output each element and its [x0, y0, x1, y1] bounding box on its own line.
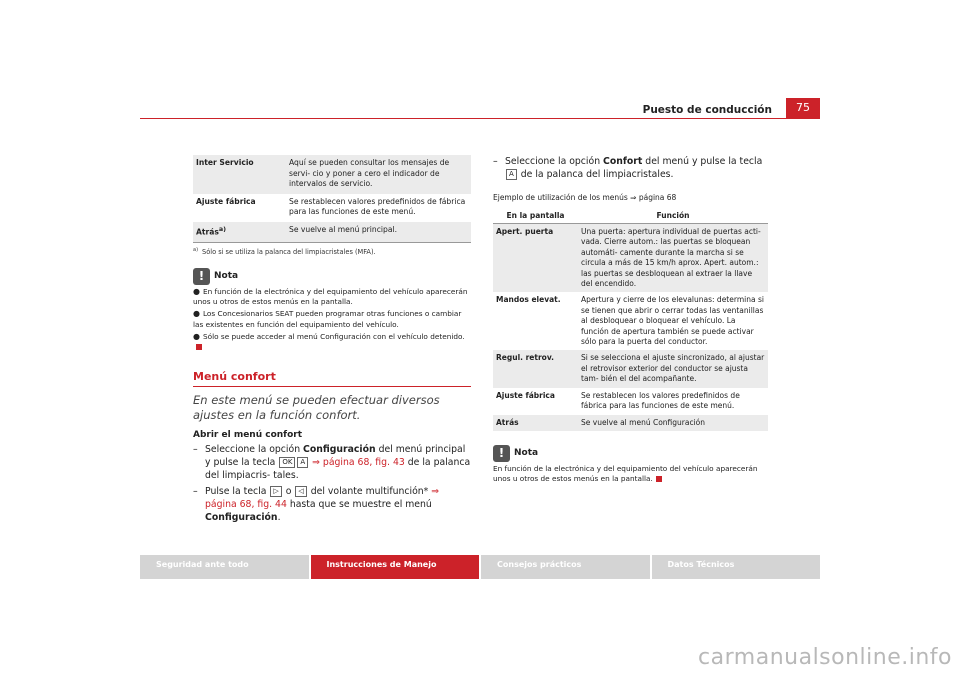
menu-option: Confort [603, 156, 643, 167]
page-link[interactable]: ⇒ página 68, fig. 44 [205, 485, 440, 510]
nota-bullet-text: En función de la electrónica y del equipamiento del vehículo aparecerán unos u otros de estos menús en la pantalla. [193, 286, 468, 307]
section-intro: En este menú se pueden efectuar diversos ajustes en la función confort. [193, 392, 440, 422]
nota-label: Nota [514, 448, 539, 459]
nota-bullet-text: Los Concesionarios SEAT pueden programar otras funciones o cambiar las existentes en función del equipamiento del vehículo. [193, 309, 462, 329]
step-text: hasta que se muestre el menú [286, 498, 432, 510]
step-text: de la palanca del limpiacristales. [517, 169, 674, 180]
step-1 [193, 443, 471, 482]
table-header-row [493, 208, 768, 224]
submenu-table [193, 155, 471, 243]
table-key: Apert. puerta [493, 224, 578, 293]
step-text: de la palanca del limpiacris- tales. [205, 456, 471, 481]
section-rule [193, 386, 471, 387]
table-row [493, 224, 768, 293]
table-value: Se restablecen los valores predefinidos de fábrica para las funciones de este menú. [581, 390, 740, 411]
note-icon: ! [193, 268, 210, 285]
footnote-ref: a) [218, 225, 227, 233]
reference-line: Ejemplo de utilización de los menús ⇒ página 68 [493, 193, 677, 202]
footer-nav [140, 555, 820, 579]
nota-bullet [193, 287, 471, 308]
nota-bullet [193, 309, 471, 330]
table-key: Mandos elevat. [496, 295, 561, 305]
step-text: del menú principal y pulse la tecla [205, 443, 466, 468]
column-header: En la pantalla [493, 208, 578, 224]
table-key [193, 222, 286, 243]
a-key-icon: A [297, 457, 308, 468]
step-text: Pulse la tecla [205, 485, 270, 497]
footnote [193, 247, 471, 256]
table-key: Ajuste fábrica [196, 196, 256, 206]
dash-icon: – [193, 485, 198, 497]
step-text: del volante multifunción* [307, 485, 432, 497]
step-3 [493, 155, 768, 181]
table-value: Aquí se pueden consultar los mensajes de servi- cio y poner a cero el indicador de intervalos de servicio. [286, 155, 471, 194]
step-text: Seleccione la opción [505, 156, 604, 167]
nota-heading [193, 268, 471, 285]
step-text: o [282, 485, 295, 497]
table-row [493, 292, 768, 350]
table-value: Se vuelve al menú Configuración [578, 415, 768, 431]
bullet-icon: ● [193, 286, 200, 296]
confort-table [493, 208, 768, 431]
table-value: Apertura y cierre de los elevalunas: determina si se tienen que abrir o cerrar todas las ventanillas al desbloquear o bloquear el vehículo. La función de apertura también se puede activar sólo para la puerta del conductor. [581, 295, 764, 347]
a-key-icon: A [506, 169, 517, 180]
watermark: carmanualsonline.info [698, 645, 952, 670]
table-row [193, 155, 471, 194]
nota-text [493, 464, 768, 485]
step-2 [193, 485, 471, 524]
column-header: Función [578, 208, 768, 224]
footnote-mark: a) [193, 246, 199, 253]
table-key: Atrás [493, 415, 578, 431]
sub-heading: Abrir el menú confort [193, 429, 303, 440]
table-key: Regul. retrov. [493, 350, 578, 387]
section-title: Menú confort [193, 369, 276, 383]
step-text: del menú y pulse la tecla [642, 156, 763, 167]
footnote-text: Sólo si se utiliza la palanca del limpiacristales (MFA). [202, 247, 376, 256]
nota-bullet [193, 332, 471, 353]
footer-tab-datos[interactable]: Datos Técnicos [652, 555, 821, 579]
page-link[interactable]: ⇒ página 68, fig. 43 [309, 456, 405, 468]
nota-bullet-text: Sólo se puede acceder al menú Configuración con el vehículo detenido. [202, 331, 465, 341]
table-key-text: Atrás [196, 227, 219, 237]
menu-option: Configuración [205, 511, 278, 523]
nota-text-body: En función de la electrónica y del equipamiento del vehículo aparecerán unos u otros de estos menús en la pantalla. [493, 463, 758, 484]
ok-key-icon: OK [279, 457, 295, 468]
footer-tab-seguridad[interactable]: Seguridad ante todo [140, 555, 309, 579]
step-text: Seleccione la opción [205, 443, 304, 455]
left-arrow-key-icon: ◁ [295, 486, 306, 497]
table-row [493, 350, 768, 387]
end-mark-icon [656, 476, 662, 482]
bullet-icon: ● [193, 309, 200, 319]
right-arrow-key-icon: ▷ [270, 486, 281, 497]
right-column [493, 155, 768, 485]
footer-tab-instrucciones[interactable]: Instrucciones de Manejo [311, 555, 480, 579]
table-key: Ajuste fábrica [496, 390, 555, 400]
step-text: . [277, 511, 281, 523]
header-rule [140, 118, 820, 119]
page-number: 75 [786, 98, 820, 118]
table-row [193, 222, 471, 243]
table-value: Si se selecciona el ajuste sincronizado, al ajustar el retrovisor exterior del conductor se ajusta tam- bién el del acompañante. [578, 350, 768, 387]
table-row [193, 194, 471, 222]
header-title: Puesto de conducción [642, 104, 772, 116]
table-value: Se vuelve al menú principal. [286, 222, 471, 243]
nota-label: Nota [214, 271, 239, 282]
table-row [493, 388, 768, 415]
end-mark-icon [196, 344, 202, 350]
note-icon: ! [493, 445, 510, 462]
table-value: Se restablecen valores predefinidos de fábrica para las funciones de este menú. [289, 196, 466, 216]
table-value: Una puerta: apertura individual de puertas acti- vada. Cierre autom.: las puertas se bloquean automáti- camente durante la marcha si se circula a más de 15 km/h aprox. Apert. autom.: las puertas se desbloquean al extraer la llave del encendido. [578, 224, 768, 293]
menu-option: Configuración [303, 443, 376, 455]
dash-icon: – [493, 156, 498, 167]
table-key: Inter Servicio [193, 155, 286, 194]
table-row [493, 415, 768, 431]
nota-heading [493, 445, 768, 462]
bullet-icon: ● [193, 331, 200, 341]
footer-tab-consejos[interactable]: Consejos prácticos [481, 555, 650, 579]
dash-icon: – [193, 443, 198, 455]
left-column [193, 155, 471, 524]
